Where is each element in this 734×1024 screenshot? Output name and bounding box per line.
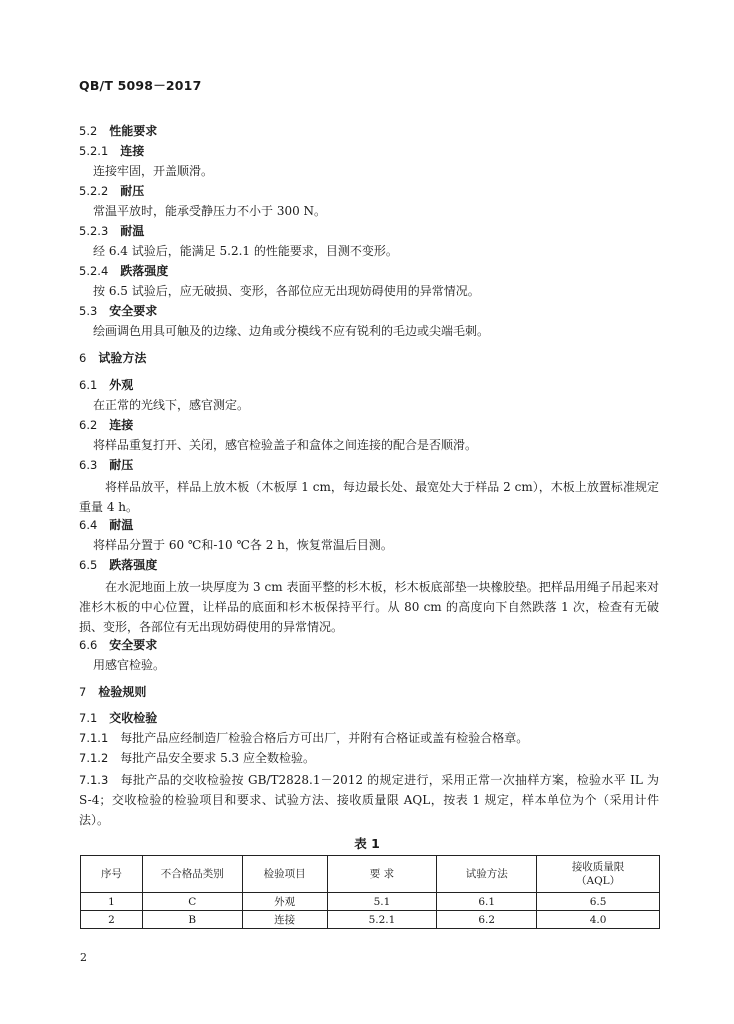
table-cell: 6.5 bbox=[537, 893, 660, 911]
section-heading: 6.3 耐压 bbox=[79, 458, 134, 472]
paragraph: 按 6.5 试验后，应无破损、变形，各部位应无出现妨碍使用的异常情况。 bbox=[93, 284, 480, 298]
table-cell: 1 bbox=[81, 893, 143, 911]
section-heading: 6.1 外观 bbox=[79, 378, 134, 392]
section-heading: 5.2 性能要求 bbox=[79, 124, 158, 138]
section-heading: 5.2.1 连接 bbox=[79, 144, 145, 158]
section-heading: 6.4 耐温 bbox=[79, 518, 134, 532]
paragraph: 将样品放平，样品上放木板（木板厚 1 cm，每边最长处、最宽处大于样品 2 cm），木板上放置标准规定重量 4 h。 bbox=[79, 480, 659, 514]
table-cell: 外观 bbox=[242, 893, 327, 911]
paragraph: 常温平放时，能承受静压力不小于 300 N。 bbox=[93, 204, 327, 218]
table-cell: 2 bbox=[81, 911, 143, 929]
standard-code: QB/T 5098－2017 bbox=[79, 78, 202, 93]
table-cell: 5.1 bbox=[327, 893, 437, 911]
table-cell: B bbox=[142, 911, 242, 929]
column-header bbox=[537, 856, 660, 893]
clause: 7.1.2 每批产品安全要求 5.3 应全数检验。 bbox=[79, 751, 315, 765]
page-number: 2 bbox=[80, 951, 87, 964]
chapter-heading: 7 检验规则 bbox=[79, 685, 147, 699]
section-heading: 6.2 连接 bbox=[79, 418, 134, 432]
section-heading: 5.3 安全要求 bbox=[79, 304, 158, 318]
table-cell: 6.2 bbox=[437, 911, 537, 929]
paragraph: 在水泥地面上放一块厚度为 3 cm 表面平整的杉木板，杉木板底部垫一块橡胶垫。把样品用绳子吊起来对准杉木板的中心位置，让样品的底面和杉木板保持平行。从 80 cm 的高度向下自然跌落 1 次，检查有无破损、变形，各部位有无出现妨碍使用的异常情况。 bbox=[79, 580, 659, 634]
section-heading: 5.2.4 跌落强度 bbox=[79, 264, 169, 278]
section-heading: 6.5 跌落强度 bbox=[79, 558, 158, 572]
column-header: 试验方法 bbox=[437, 856, 537, 893]
paragraph: 连接牢固，开盖顺滑。 bbox=[93, 164, 214, 178]
table-cell: 连接 bbox=[242, 911, 327, 929]
table-cell: 4.0 bbox=[537, 911, 660, 929]
paragraph: 绘画调色用具可触及的边缘、边角或分模线不应有锐利的毛边或尖端毛刺。 bbox=[93, 324, 490, 338]
column-header-line: 接收质量限 bbox=[571, 861, 625, 873]
section-heading: 7.1 交收检验 bbox=[79, 711, 158, 725]
column-header: 序号 bbox=[81, 856, 143, 893]
table-row bbox=[81, 911, 660, 929]
paragraph: 将样品分置于 60 ℃和-10 ℃各 2 h，恢复常温后目测。 bbox=[93, 538, 393, 552]
column-header-line: （AQL） bbox=[575, 875, 621, 887]
table-caption: 表 1 bbox=[354, 836, 380, 851]
paragraph: 将样品重复打开、关闭，感官检验盖子和盒体之间连接的配合是否顺滑。 bbox=[93, 438, 478, 452]
section-heading: 5.2.2 耐压 bbox=[79, 184, 145, 198]
section-heading: 6.6 安全要求 bbox=[79, 638, 158, 652]
paragraph: 经 6.4 试验后，能满足 5.2.1 的性能要求，目测不变形。 bbox=[93, 244, 398, 258]
table-row bbox=[81, 893, 660, 911]
paragraph: 用感官检验。 bbox=[93, 658, 166, 672]
table-cell: 5.2.1 bbox=[327, 911, 437, 929]
column-header: 要 求 bbox=[327, 856, 437, 893]
clause: 7.1.1 每批产品应经制造厂检验合格后方可出厂，并附有合格证或盖有检验合格章。 bbox=[79, 731, 529, 745]
clause: 7.1.3 每批产品的交收检验按 GB/T2828.1－2012 的规定进行，采用正常一次抽样方案，检验水平 IL 为 S-4；交收检验的检验项目和要求、试验方法、接收质量限 AQL，按表 1 规定，样本单位为个（采用计件法）。 bbox=[79, 773, 659, 827]
table-cell: 6.1 bbox=[437, 893, 537, 911]
table-cell: C bbox=[142, 893, 242, 911]
chapter-heading: 6 试验方法 bbox=[79, 351, 147, 365]
section-heading: 5.2.3 耐温 bbox=[79, 224, 145, 238]
paragraph: 在正常的光线下，感官测定。 bbox=[93, 398, 250, 412]
inspection-table bbox=[80, 855, 660, 929]
column-header: 检验项目 bbox=[242, 856, 327, 893]
table-header-row bbox=[81, 856, 660, 893]
column-header: 不合格品类别 bbox=[142, 856, 242, 893]
